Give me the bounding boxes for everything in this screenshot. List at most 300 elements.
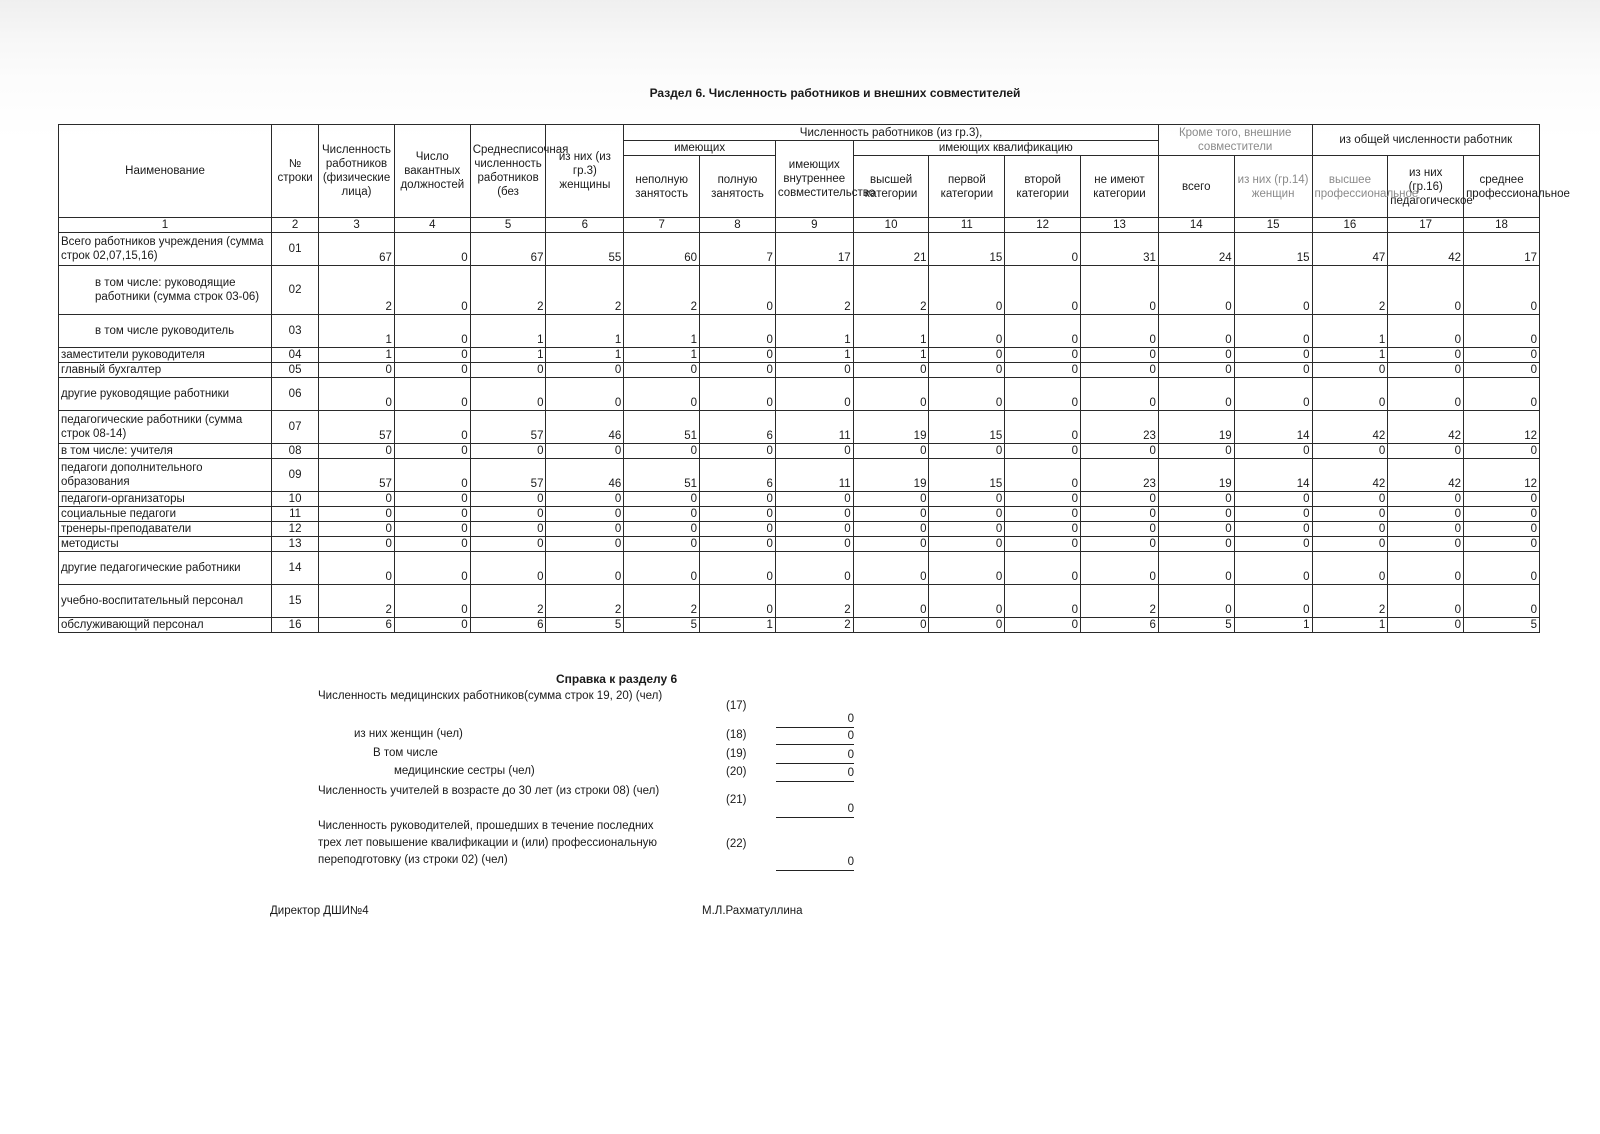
cell-col-12: 0 <box>1005 552 1081 585</box>
cell-col-4: 0 <box>394 411 470 444</box>
cell-col-7: 0 <box>624 507 700 522</box>
table-row <box>59 348 1540 363</box>
cell-col-12: 0 <box>1005 507 1081 522</box>
cell-col-11: 0 <box>929 444 1005 459</box>
cell-col-7: 0 <box>624 363 700 378</box>
cell-col-14: 0 <box>1158 585 1234 618</box>
cell-col-7: 5 <box>624 618 700 633</box>
cell-col-6: 0 <box>546 552 624 585</box>
cell-col-15: 0 <box>1234 378 1312 411</box>
cell-col-7: 0 <box>624 522 700 537</box>
cell-col-7: 2 <box>624 585 700 618</box>
header-rownum: № строки <box>272 125 319 218</box>
header-group-workers: Численность работников (из гр.3), <box>624 125 1159 141</box>
cell-col-18: 12 <box>1464 459 1540 492</box>
row-code: 05 <box>272 363 319 378</box>
cell-col-17: 0 <box>1388 315 1464 348</box>
cell-col-17: 0 <box>1388 522 1464 537</box>
column-number: 2 <box>272 218 319 233</box>
cell-col-11: 0 <box>929 507 1005 522</box>
spravka-label-21: Численность учителей в возрасте до 30 лет (из строки 08) (чел) <box>318 785 660 797</box>
row-code: 02 <box>272 266 319 315</box>
cell-col-18: 0 <box>1464 585 1540 618</box>
cell-col-14: 0 <box>1158 444 1234 459</box>
cell-col-12: 0 <box>1005 378 1081 411</box>
cell-col-9: 2 <box>775 266 853 315</box>
spravka-label-17: Численность медицинских работников(сумма строк 19, 20) (чел) <box>318 690 663 702</box>
cell-col-14: 0 <box>1158 315 1234 348</box>
cell-col-10: 2 <box>853 266 929 315</box>
signature-position: Директор ДШИ№4 <box>270 905 369 917</box>
cell-col-9: 0 <box>775 492 853 507</box>
row-code: 10 <box>272 492 319 507</box>
cell-col-15: 0 <box>1234 507 1312 522</box>
cell-col-9: 17 <box>775 233 853 266</box>
cell-col-4: 0 <box>394 585 470 618</box>
column-number: 5 <box>470 218 546 233</box>
cell-col-12: 0 <box>1005 492 1081 507</box>
cell-col-13: 23 <box>1081 459 1159 492</box>
cell-col-11: 0 <box>929 363 1005 378</box>
row-code: 03 <box>272 315 319 348</box>
cell-col-15: 0 <box>1234 363 1312 378</box>
cell-col-4: 0 <box>394 507 470 522</box>
cell-col-13: 0 <box>1081 266 1159 315</box>
cell-col-5: 2 <box>470 585 546 618</box>
row-name: учебно-воспитательный персонал <box>59 585 272 618</box>
cell-col-18: 0 <box>1464 444 1540 459</box>
cell-col-5: 67 <box>470 233 546 266</box>
cell-col-13: 23 <box>1081 411 1159 444</box>
header-c5: Среднесписочная численность работников (без <box>470 125 546 218</box>
cell-col-15: 0 <box>1234 348 1312 363</box>
spravka-label-18: из них женщин (чел) <box>354 728 463 740</box>
cell-col-5: 2 <box>470 266 546 315</box>
table-row <box>59 363 1540 378</box>
cell-col-3: 0 <box>319 552 395 585</box>
cell-col-8: 6 <box>700 459 776 492</box>
cell-col-17: 0 <box>1388 507 1464 522</box>
cell-col-16: 1 <box>1312 348 1388 363</box>
cell-col-11: 0 <box>929 315 1005 348</box>
cell-col-8: 0 <box>700 585 776 618</box>
table-row <box>59 618 1540 633</box>
cell-col-16: 2 <box>1312 585 1388 618</box>
header-c4: Число вакантных должностей <box>394 125 470 218</box>
cell-col-5: 0 <box>470 363 546 378</box>
row-name: главный бухгалтер <box>59 363 272 378</box>
column-number: 12 <box>1005 218 1081 233</box>
cell-col-11: 0 <box>929 618 1005 633</box>
row-code: 06 <box>272 378 319 411</box>
row-code: 14 <box>272 552 319 585</box>
cell-col-8: 0 <box>700 444 776 459</box>
cell-col-11: 0 <box>929 537 1005 552</box>
cell-col-13: 0 <box>1081 378 1159 411</box>
cell-col-4: 0 <box>394 266 470 315</box>
cell-col-14: 0 <box>1158 537 1234 552</box>
cell-col-3: 0 <box>319 522 395 537</box>
cell-col-18: 17 <box>1464 233 1540 266</box>
cell-col-8: 0 <box>700 266 776 315</box>
cell-col-9: 2 <box>775 585 853 618</box>
cell-col-5: 0 <box>470 537 546 552</box>
header-c14: всего <box>1158 156 1234 218</box>
cell-col-5: 6 <box>470 618 546 633</box>
row-name: обслуживающий персонал <box>59 618 272 633</box>
cell-col-3: 57 <box>319 459 395 492</box>
spravka-label-20: медицинские сестры (чел) <box>394 765 535 777</box>
cell-col-14: 5 <box>1158 618 1234 633</box>
cell-col-11: 0 <box>929 522 1005 537</box>
cell-col-16: 0 <box>1312 537 1388 552</box>
header-c13: не имеют категории <box>1081 156 1159 218</box>
cell-col-18: 0 <box>1464 537 1540 552</box>
cell-col-11: 0 <box>929 266 1005 315</box>
section-title: Раздел 6. Численность работников и внешних совместителей <box>649 86 1021 100</box>
cell-col-15: 15 <box>1234 233 1312 266</box>
cell-col-9: 11 <box>775 459 853 492</box>
cell-col-13: 0 <box>1081 315 1159 348</box>
cell-col-15: 14 <box>1234 411 1312 444</box>
cell-col-10: 0 <box>853 378 929 411</box>
spravka-value-18: 0 <box>776 729 854 745</box>
row-name: в том числе руководитель <box>59 315 272 348</box>
cell-col-17: 0 <box>1388 552 1464 585</box>
cell-col-11: 0 <box>929 378 1005 411</box>
cell-col-6: 0 <box>546 522 624 537</box>
cell-col-6: 55 <box>546 233 624 266</box>
cell-col-8: 0 <box>700 552 776 585</box>
cell-col-3: 0 <box>319 363 395 378</box>
cell-col-10: 0 <box>853 522 929 537</box>
cell-col-7: 1 <box>624 348 700 363</box>
cell-col-10: 19 <box>853 459 929 492</box>
cell-col-17: 0 <box>1388 444 1464 459</box>
spravka-label-22-line2: трех лет повышение квалификации и (или) профессиональную <box>318 837 658 849</box>
cell-col-9: 0 <box>775 537 853 552</box>
cell-col-15: 14 <box>1234 459 1312 492</box>
header-name: Наименование <box>59 125 272 218</box>
cell-col-18: 0 <box>1464 315 1540 348</box>
cell-col-18: 0 <box>1464 363 1540 378</box>
cell-col-9: 0 <box>775 507 853 522</box>
cell-col-15: 0 <box>1234 537 1312 552</box>
cell-col-18: 5 <box>1464 618 1540 633</box>
column-number: 1 <box>59 218 272 233</box>
spravka-label-22-line1: Численность руководителей, прошедших в течение последних <box>318 820 654 832</box>
cell-col-16: 42 <box>1312 459 1388 492</box>
cell-col-4: 0 <box>394 378 470 411</box>
column-number: 6 <box>546 218 624 233</box>
header-c7: неполную занятость <box>624 156 700 218</box>
cell-col-6: 46 <box>546 459 624 492</box>
spravka-value-17: 0 <box>776 712 854 728</box>
table-row <box>59 233 1540 266</box>
row-code: 07 <box>272 411 319 444</box>
table-row <box>59 585 1540 618</box>
cell-col-5: 0 <box>470 522 546 537</box>
cell-col-10: 0 <box>853 507 929 522</box>
table-row <box>59 315 1540 348</box>
cell-col-10: 21 <box>853 233 929 266</box>
cell-col-14: 0 <box>1158 348 1234 363</box>
header-sub-having: имеющих <box>624 141 776 156</box>
row-name: Всего работников учреждения (сумма строк 02,07,15,16) <box>59 233 272 266</box>
column-number: 3 <box>319 218 395 233</box>
cell-col-12: 0 <box>1005 411 1081 444</box>
cell-col-17: 0 <box>1388 266 1464 315</box>
row-name: в том числе: руководящие работники (сумма строк 03-06) <box>59 266 272 315</box>
cell-col-15: 0 <box>1234 315 1312 348</box>
spravka-code-20: (20) <box>726 766 747 778</box>
cell-col-17: 0 <box>1388 348 1464 363</box>
cell-col-6: 0 <box>546 537 624 552</box>
spravka-code-21: (21) <box>726 794 747 806</box>
cell-col-6: 0 <box>546 444 624 459</box>
cell-col-4: 0 <box>394 459 470 492</box>
cell-col-4: 0 <box>394 363 470 378</box>
table-row <box>59 522 1540 537</box>
cell-col-18: 0 <box>1464 492 1540 507</box>
row-code: 08 <box>272 444 319 459</box>
row-code: 01 <box>272 233 319 266</box>
cell-col-13: 0 <box>1081 348 1159 363</box>
cell-col-4: 0 <box>394 552 470 585</box>
cell-col-6: 2 <box>546 266 624 315</box>
column-number: 11 <box>929 218 1005 233</box>
spravka-value-22: 0 <box>776 855 854 871</box>
cell-col-9: 0 <box>775 444 853 459</box>
cell-col-8: 7 <box>700 233 776 266</box>
cell-col-11: 15 <box>929 233 1005 266</box>
cell-col-13: 0 <box>1081 537 1159 552</box>
spravka-label-22-line3: переподготовку (из строки 02) (чел) <box>318 854 508 866</box>
row-code: 13 <box>272 537 319 552</box>
cell-col-16: 0 <box>1312 492 1388 507</box>
cell-col-5: 0 <box>470 552 546 585</box>
cell-col-4: 0 <box>394 492 470 507</box>
cell-col-10: 0 <box>853 363 929 378</box>
row-name: тренеры-преподаватели <box>59 522 272 537</box>
cell-col-17: 0 <box>1388 537 1464 552</box>
header-c8: полную занятость <box>700 156 776 218</box>
cell-col-4: 0 <box>394 522 470 537</box>
cell-col-10: 0 <box>853 492 929 507</box>
row-code: 15 <box>272 585 319 618</box>
cell-col-11: 0 <box>929 348 1005 363</box>
row-name: педагогические работники (сумма строк 08-14) <box>59 411 272 444</box>
cell-col-5: 57 <box>470 459 546 492</box>
cell-col-7: 0 <box>624 552 700 585</box>
cell-col-12: 0 <box>1005 315 1081 348</box>
cell-col-16: 0 <box>1312 552 1388 585</box>
cell-col-4: 0 <box>394 537 470 552</box>
cell-col-9: 11 <box>775 411 853 444</box>
row-name: педагоги дополнительного образования <box>59 459 272 492</box>
cell-col-12: 0 <box>1005 233 1081 266</box>
cell-col-18: 0 <box>1464 348 1540 363</box>
cell-col-3: 1 <box>319 315 395 348</box>
cell-col-3: 0 <box>319 537 395 552</box>
cell-col-17: 42 <box>1388 459 1464 492</box>
row-name: в том числе: учителя <box>59 444 272 459</box>
spravka-code-18: (18) <box>726 729 747 741</box>
column-number: 7 <box>624 218 700 233</box>
cell-col-14: 0 <box>1158 378 1234 411</box>
cell-col-5: 0 <box>470 492 546 507</box>
cell-col-13: 0 <box>1081 522 1159 537</box>
cell-col-15: 0 <box>1234 492 1312 507</box>
cell-col-12: 0 <box>1005 522 1081 537</box>
column-number: 10 <box>853 218 929 233</box>
cell-col-6: 5 <box>546 618 624 633</box>
cell-col-12: 0 <box>1005 348 1081 363</box>
header-group-total: из общей численности работник <box>1312 125 1539 156</box>
cell-col-7: 60 <box>624 233 700 266</box>
cell-col-17: 42 <box>1388 233 1464 266</box>
cell-col-7: 0 <box>624 378 700 411</box>
cell-col-14: 24 <box>1158 233 1234 266</box>
cell-col-10: 0 <box>853 552 929 585</box>
spravka-code-17: (17) <box>726 700 747 712</box>
cell-col-16: 0 <box>1312 363 1388 378</box>
spravka-code-19: (19) <box>726 748 747 760</box>
cell-col-9: 0 <box>775 552 853 585</box>
cell-col-8: 0 <box>700 537 776 552</box>
column-number: 4 <box>394 218 470 233</box>
cell-col-17: 0 <box>1388 492 1464 507</box>
cell-col-13: 6 <box>1081 618 1159 633</box>
cell-col-9: 2 <box>775 618 853 633</box>
cell-col-15: 1 <box>1234 618 1312 633</box>
cell-col-13: 2 <box>1081 585 1159 618</box>
cell-col-8: 1 <box>700 618 776 633</box>
cell-col-16: 0 <box>1312 444 1388 459</box>
cell-col-5: 0 <box>470 378 546 411</box>
header-c17: из них (гр.16) педагогическое <box>1388 156 1464 218</box>
cell-col-6: 2 <box>546 585 624 618</box>
cell-col-13: 0 <box>1081 444 1159 459</box>
cell-col-11: 0 <box>929 552 1005 585</box>
cell-col-3: 1 <box>319 348 395 363</box>
table-row <box>59 266 1540 315</box>
cell-col-3: 57 <box>319 411 395 444</box>
cell-col-8: 6 <box>700 411 776 444</box>
staff-table <box>58 124 1570 633</box>
cell-col-5: 0 <box>470 444 546 459</box>
cell-col-15: 0 <box>1234 522 1312 537</box>
header-sub-qual: имеющих квалификацию <box>853 141 1158 156</box>
cell-col-18: 0 <box>1464 507 1540 522</box>
cell-col-10: 0 <box>853 537 929 552</box>
cell-col-14: 0 <box>1158 507 1234 522</box>
cell-col-4: 0 <box>394 618 470 633</box>
table-row <box>59 492 1540 507</box>
cell-col-8: 0 <box>700 315 776 348</box>
cell-col-10: 0 <box>853 618 929 633</box>
cell-col-9: 0 <box>775 378 853 411</box>
table-row <box>59 411 1540 444</box>
column-number: 8 <box>700 218 776 233</box>
cell-col-6: 0 <box>546 507 624 522</box>
signature-person: М.Л.Рахматуллина <box>702 905 803 917</box>
cell-col-12: 0 <box>1005 266 1081 315</box>
cell-col-18: 0 <box>1464 266 1540 315</box>
cell-col-3: 0 <box>319 507 395 522</box>
cell-col-17: 42 <box>1388 411 1464 444</box>
cell-col-6: 0 <box>546 378 624 411</box>
column-number: 13 <box>1081 218 1159 233</box>
header-c9: имеющих внутреннее совместительство <box>775 141 853 218</box>
column-number: 16 <box>1312 218 1388 233</box>
table-row <box>59 552 1540 585</box>
row-name: другие педагогические работники <box>59 552 272 585</box>
cell-col-18: 12 <box>1464 411 1540 444</box>
cell-col-17: 0 <box>1388 363 1464 378</box>
cell-col-18: 0 <box>1464 552 1540 585</box>
cell-col-8: 0 <box>700 363 776 378</box>
cell-col-12: 0 <box>1005 618 1081 633</box>
row-code: 16 <box>272 618 319 633</box>
row-code: 12 <box>272 522 319 537</box>
cell-col-10: 1 <box>853 348 929 363</box>
cell-col-12: 0 <box>1005 459 1081 492</box>
row-code: 11 <box>272 507 319 522</box>
cell-col-12: 0 <box>1005 585 1081 618</box>
spravka-title: Справка к разделу 6 <box>556 672 678 686</box>
cell-col-13: 0 <box>1081 507 1159 522</box>
spravka-value-20: 0 <box>776 766 854 782</box>
cell-col-3: 2 <box>319 266 395 315</box>
cell-col-6: 0 <box>546 492 624 507</box>
cell-col-18: 0 <box>1464 378 1540 411</box>
cell-col-3: 67 <box>319 233 395 266</box>
cell-col-6: 0 <box>546 363 624 378</box>
cell-col-17: 0 <box>1388 618 1464 633</box>
table-row <box>59 537 1540 552</box>
cell-col-3: 0 <box>319 492 395 507</box>
cell-col-9: 0 <box>775 522 853 537</box>
cell-col-8: 0 <box>700 348 776 363</box>
cell-col-7: 0 <box>624 492 700 507</box>
cell-col-10: 19 <box>853 411 929 444</box>
cell-col-18: 0 <box>1464 522 1540 537</box>
cell-col-15: 0 <box>1234 266 1312 315</box>
cell-col-14: 0 <box>1158 363 1234 378</box>
cell-col-16: 1 <box>1312 315 1388 348</box>
cell-col-16: 2 <box>1312 266 1388 315</box>
cell-col-9: 1 <box>775 315 853 348</box>
cell-col-3: 2 <box>319 585 395 618</box>
cell-col-13: 31 <box>1081 233 1159 266</box>
cell-col-4: 0 <box>394 348 470 363</box>
cell-col-9: 1 <box>775 348 853 363</box>
cell-col-16: 1 <box>1312 618 1388 633</box>
header-c6: из них (из гр.3) женщины <box>546 125 624 218</box>
header-c10: высшей категории <box>853 156 929 218</box>
cell-col-8: 0 <box>700 378 776 411</box>
column-number: 17 <box>1388 218 1464 233</box>
cell-col-8: 0 <box>700 492 776 507</box>
cell-col-16: 0 <box>1312 378 1388 411</box>
table-row <box>59 378 1540 411</box>
cell-col-15: 0 <box>1234 444 1312 459</box>
header-c3: Численность работников (физические лица) <box>319 125 395 218</box>
header-c15: из них (гр.14) женщин <box>1234 156 1312 218</box>
table-row <box>59 507 1540 522</box>
header-group-external: Кроме того, внешние совместители <box>1158 125 1312 156</box>
